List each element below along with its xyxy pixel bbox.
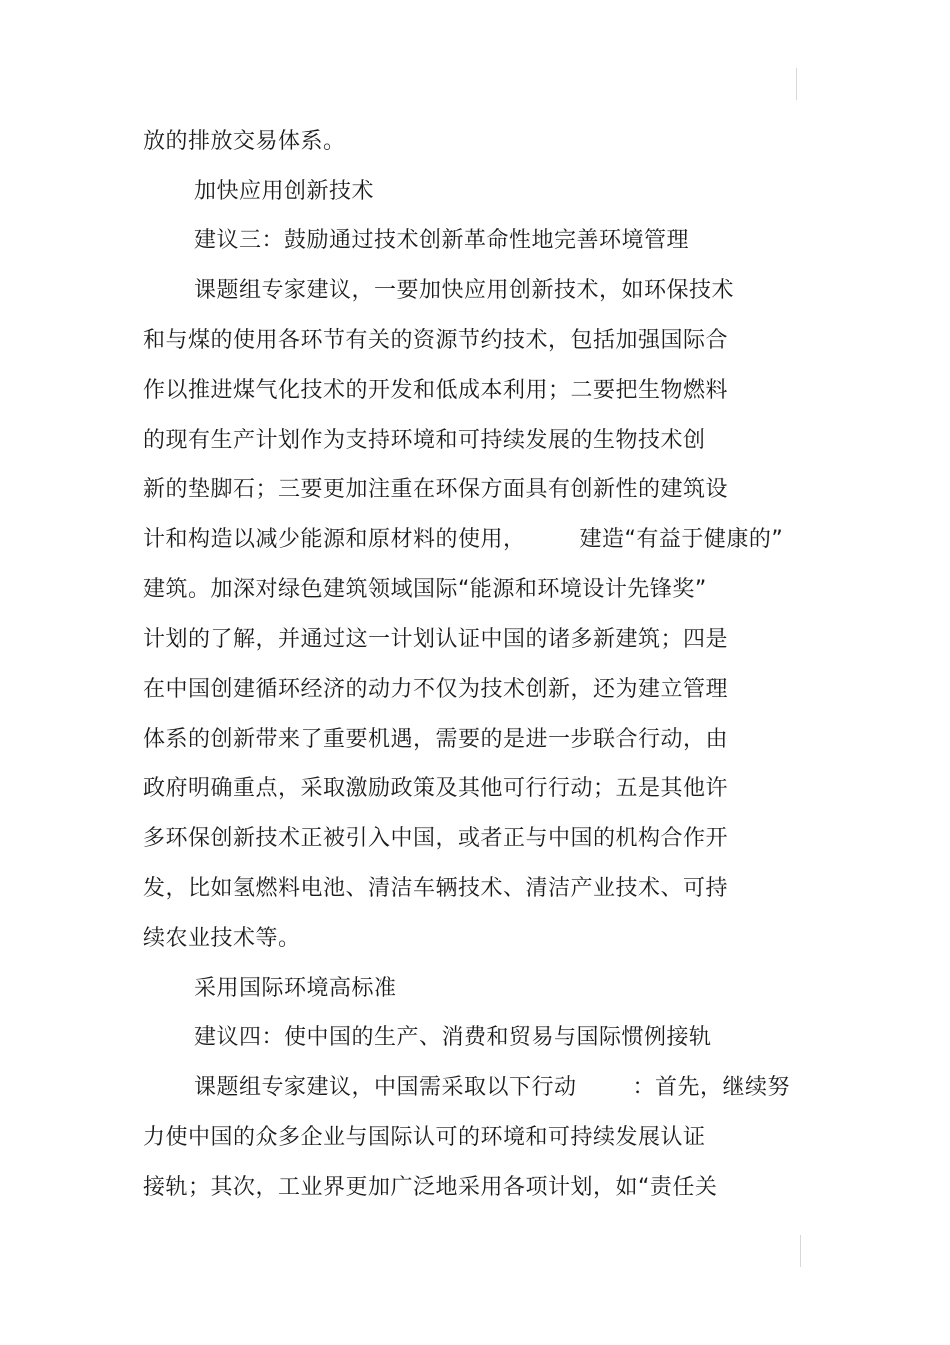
paragraph-line-23: 接轨；其次，工业界更加广泛地采用各项计划，如“责任关 — [143, 1175, 718, 1200]
paragraph-line-14: 政府明确重点，采取激励政策及其他可行行动；五是其他许 — [143, 776, 729, 801]
paragraph-line-10: 建筑。加深对绿色建筑领域国际“能源和环境设计先锋奖” — [143, 577, 707, 602]
paragraph-line-9 — [143, 526, 783, 554]
paragraph-line-17: 续农业技术等。 — [143, 926, 301, 951]
paragraph-line-7: 的现有生产计划作为支持环境和可持续发展的生物技术创 — [143, 428, 706, 453]
section-heading-innovation: 加快应用创新技术 — [194, 179, 375, 204]
paragraph-line-4: 课题组专家建议，一要加快应用创新技术，如环保技术 — [194, 278, 735, 303]
paragraph-line-21-part-b: ：首先，继续努 — [632, 1075, 791, 1100]
paragraph-line-15: 多环保创新技术正被引入中国，或者正与中国的机构合作开 — [143, 826, 729, 851]
paragraph-line-8: 新的垫脚石；三要更加注重在环保方面具有创新性的建筑设 — [143, 477, 729, 502]
paragraph-line-21-part-a: 课题组专家建议，中国需采取以下行动 — [194, 1075, 577, 1100]
paragraph-line-9-part-a: 计和构造以减少能源和原材料的使用， — [143, 527, 526, 552]
recommendation-four-title: 建议四：使中国的生产、消费和贸易与国际惯例接轨 — [194, 1025, 712, 1050]
paragraph-line-21 — [194, 1074, 790, 1102]
paragraph-line-5: 和与煤的使用各环节有关的资源节约技术，包括加强国际合 — [143, 328, 729, 353]
paragraph-line-12: 在中国创建循环经济的动力不仅为技术创新，还为建立管理 — [143, 677, 729, 702]
paragraph-line-6: 作以推进煤气化技术的开发和低成本利用；二要把生物燃料 — [143, 378, 729, 403]
section-heading-standards: 采用国际环境高标准 — [194, 976, 397, 1001]
paragraph-line-1: 放的排放交易体系。 — [143, 129, 346, 154]
paragraph-line-22: 力使中国的众多企业与国际认可的环境和可持续发展认证 — [143, 1125, 706, 1150]
page-corner-mark-bottom — [800, 1235, 801, 1267]
paragraph-line-16: 发，比如氢燃料电池、清洁车辆技术、清洁产业技术、可持 — [143, 876, 729, 901]
paragraph-line-11: 计划的了解，并通过这一计划认证中国的诸多新建筑；四是 — [143, 627, 729, 652]
paragraph-line-13: 体系的创新带来了重要机遇，需要的是进一步联合行动，由 — [143, 727, 729, 752]
paragraph-line-9-part-b: 建造“有益于健康的” — [579, 527, 784, 552]
page-corner-mark-top — [796, 68, 797, 100]
recommendation-three-title: 建议三：鼓励通过技术创新革命性地完善环境管理 — [194, 228, 690, 253]
